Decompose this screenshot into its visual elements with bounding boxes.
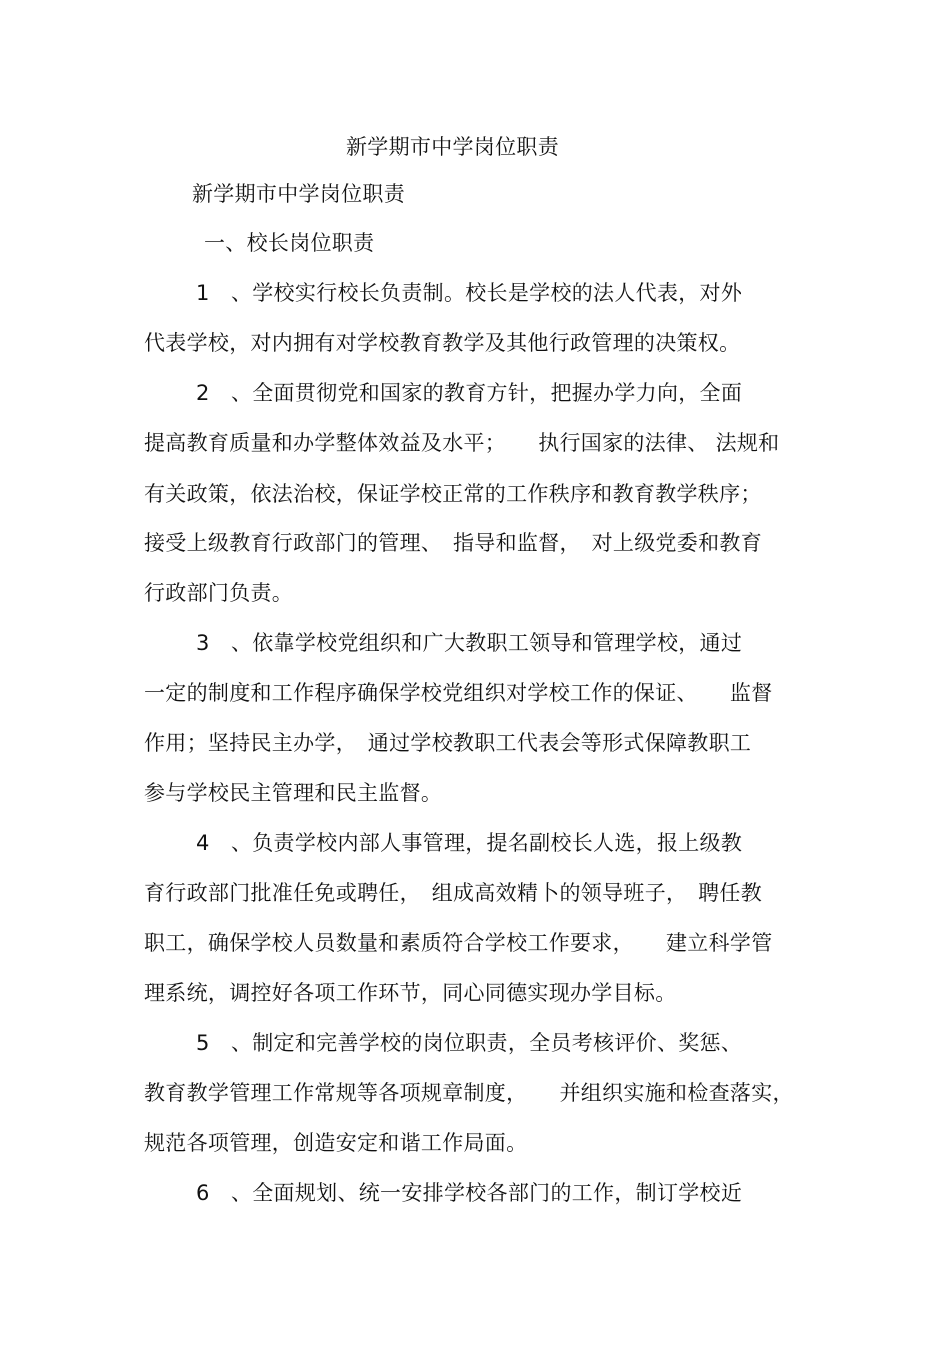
paragraph-line: 教育教学管理工作常规等各项规章制度， 并组织实施和检查落实， — [144, 1081, 794, 1105]
paragraph-line: 育行政部门批准任免或聘任， 组成高效精卜的领导班子， 聘任教 — [144, 881, 762, 905]
paragraph-line: 参与学校民主管理和民主监督。 — [144, 781, 443, 805]
paragraph-line: 提高教育质量和办学整体效益及水平； 执行国家的法律、 法规和 — [144, 431, 780, 455]
paragraph-line: 接受上级教育行政部门的管理、 指导和监督， 对上级党委和教育 — [144, 531, 762, 555]
document-subtitle: 新学期市中学岗位职责 — [192, 182, 405, 206]
paragraph-line: 规范各项管理，创造安定和谐工作局面。 — [144, 1131, 528, 1155]
paragraph-line: 2 、全面贯彻党和国家的教育方针，把握办学力向，全面 — [196, 381, 743, 405]
document-title: 新学期市中学岗位职责 — [346, 135, 559, 159]
paragraph-line: 一定的制度和工作程序确保学校党组织对学校工作的保证、 监督 — [144, 681, 773, 705]
paragraph-line: 6 、全面规划、统一安排学校各部门的工作，制订学校近 — [196, 1181, 743, 1205]
section-heading: 一、校长岗位职责 — [204, 231, 375, 255]
paragraph-line: 4 、负责学校内部人事管理，提名副校长人选，报上级教 — [196, 831, 743, 855]
paragraph-line: 作用；坚持民主办学， 通过学校教职工代表会等形式保障教职工 — [144, 731, 752, 755]
paragraph-line: 职工，确保学校人员数量和素质符合学校工作要求， 建立科学管 — [144, 931, 773, 955]
paragraph-line: 理系统，调控好各项工作环节，同心同德实现办学目标。 — [144, 981, 677, 1005]
paragraph-line: 有关政策，依法治校，保证学校正常的工作秩序和教育教学秩序； — [144, 482, 762, 506]
paragraph-line: 3 、依靠学校党组织和广大教职工领导和管理学校，通过 — [196, 631, 743, 655]
paragraph-line: 5 、制定和完善学校的岗位职责，全员考核评价、奖惩、 — [196, 1031, 743, 1055]
paragraph-line: 代表学校，对内拥有对学校教育教学及其他行政管理的决策权。 — [144, 331, 741, 355]
paragraph-line: 1 、学校实行校长负责制。校长是学校的法人代表，对外 — [196, 281, 743, 305]
paragraph-line: 行政部门负责。 — [144, 581, 294, 605]
